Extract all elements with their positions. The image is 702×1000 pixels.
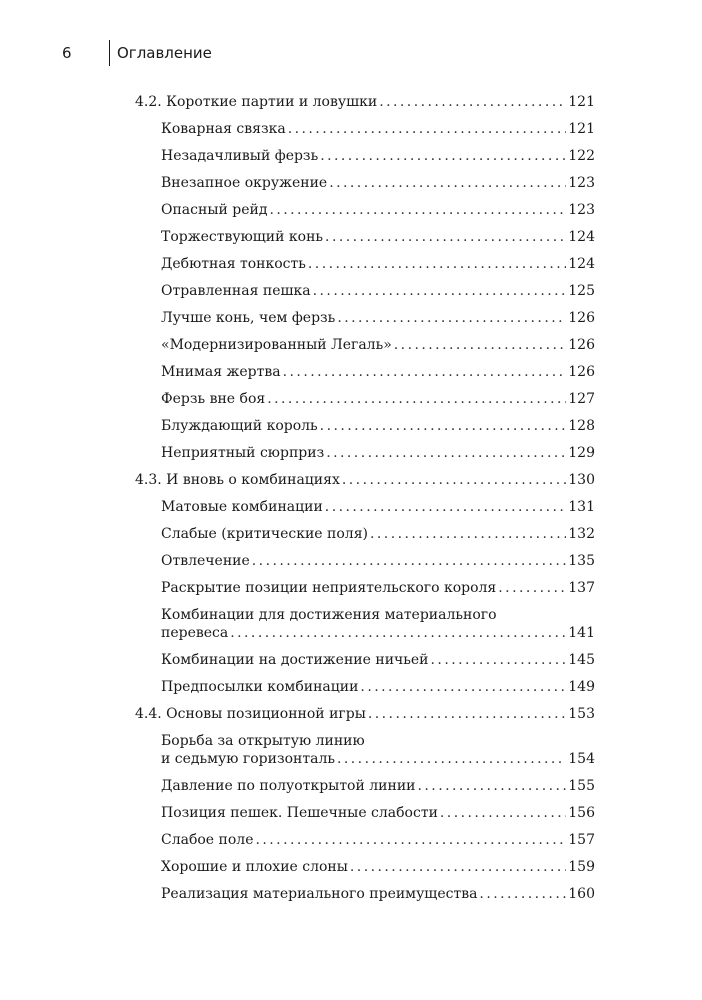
toc-entry-page: 123 bbox=[568, 175, 595, 191]
toc-entry-title: 4.3. И вновь о комбинациях bbox=[135, 472, 340, 488]
toc-entry-page: 121 bbox=[568, 121, 595, 137]
toc-entry-row bbox=[161, 678, 595, 696]
toc-entry-title: Слабое поле bbox=[161, 832, 254, 848]
toc-entry[interactable] bbox=[135, 444, 595, 462]
toc-entry-page: 124 bbox=[568, 229, 595, 245]
dot-leader bbox=[267, 390, 566, 408]
toc-entry-row bbox=[161, 498, 595, 516]
dot-leader bbox=[379, 93, 566, 111]
table-of-contents bbox=[135, 93, 595, 912]
toc-entry[interactable] bbox=[135, 498, 595, 516]
toc-entry-row bbox=[161, 552, 595, 570]
toc-entry-page: 130 bbox=[568, 472, 595, 488]
toc-entry-page: 126 bbox=[568, 337, 595, 353]
toc-entry-page: 126 bbox=[568, 310, 595, 326]
toc-entry-page: 122 bbox=[568, 148, 595, 164]
toc-entry-row bbox=[161, 282, 595, 300]
toc-entry[interactable] bbox=[135, 885, 595, 903]
toc-entry-title: Отравленная пешка bbox=[161, 283, 311, 299]
toc-entry-row bbox=[161, 777, 595, 795]
toc-entry-page: 126 bbox=[568, 364, 595, 380]
toc-entry[interactable] bbox=[135, 858, 595, 876]
toc-entry-page: 137 bbox=[568, 580, 595, 596]
toc-entry[interactable] bbox=[135, 705, 595, 723]
toc-entry-page: 124 bbox=[568, 256, 595, 272]
dot-leader bbox=[230, 624, 566, 642]
dot-leader bbox=[337, 309, 566, 327]
toc-entry-row bbox=[161, 309, 595, 327]
toc-entry-page: 159 bbox=[568, 859, 595, 875]
toc-entry-page: 145 bbox=[568, 652, 595, 668]
toc-entry-row bbox=[161, 147, 595, 165]
toc-entry[interactable] bbox=[135, 525, 595, 543]
toc-entry[interactable] bbox=[135, 390, 595, 408]
dot-leader bbox=[252, 552, 566, 570]
toc-entry-page: 121 bbox=[568, 94, 595, 110]
toc-entry-title: и седьмую горизонталь bbox=[161, 751, 335, 767]
dot-leader bbox=[320, 147, 566, 165]
dot-leader bbox=[326, 444, 566, 462]
toc-entry-title: Торжествующий конь bbox=[161, 229, 324, 245]
toc-entry[interactable] bbox=[135, 678, 595, 696]
dot-leader bbox=[394, 336, 567, 354]
toc-entry-title: Отвлечение bbox=[161, 553, 250, 569]
dot-leader bbox=[350, 858, 566, 876]
header-divider bbox=[109, 40, 110, 66]
toc-entry-row bbox=[135, 471, 595, 489]
toc-entry-title: Комбинации на достижение ничьей bbox=[161, 652, 429, 668]
toc-entry-page: 160 bbox=[568, 886, 595, 902]
toc-entry-row bbox=[161, 228, 595, 246]
toc-entry-page: 127 bbox=[568, 391, 595, 407]
toc-entry-row bbox=[161, 651, 595, 669]
toc-entry-row bbox=[161, 363, 595, 381]
dot-leader bbox=[283, 363, 567, 381]
toc-entry-title: перевеса bbox=[161, 625, 229, 641]
toc-entry-title: Предпосылки комбинации bbox=[161, 679, 359, 695]
toc-entry-title: Внезапное окружение bbox=[161, 175, 328, 191]
toc-entry[interactable] bbox=[135, 147, 595, 165]
toc-entry[interactable] bbox=[135, 732, 595, 768]
toc-entry-row bbox=[161, 624, 595, 642]
toc-entry-title: Ферзь вне боя bbox=[161, 391, 266, 407]
toc-entry[interactable] bbox=[135, 228, 595, 246]
dot-leader bbox=[431, 651, 567, 669]
toc-entry-title: Позиция пешек. Пешечные слабости bbox=[161, 805, 438, 821]
toc-entry-title: Хорошие и плохие слоны bbox=[161, 859, 348, 875]
dot-leader bbox=[325, 498, 566, 516]
running-header bbox=[0, 40, 702, 70]
toc-entry-title: Матовые комбинации bbox=[161, 499, 323, 515]
toc-entry-row bbox=[161, 120, 595, 138]
toc-entry[interactable] bbox=[135, 579, 595, 597]
toc-entry-title: Раскрытие позиции неприятельского короля bbox=[161, 580, 497, 596]
toc-entry-page: 141 bbox=[568, 625, 595, 641]
toc-entry-title: Неприятный сюрприз bbox=[161, 445, 325, 461]
toc-entry-title: Реализация материального преимущества bbox=[161, 886, 478, 902]
toc-entry-row bbox=[161, 336, 595, 354]
dot-leader bbox=[288, 120, 567, 138]
toc-entry-page: 149 bbox=[568, 679, 595, 695]
dot-leader bbox=[418, 777, 567, 795]
toc-entry-page: 135 bbox=[568, 553, 595, 569]
toc-entry[interactable] bbox=[135, 120, 595, 138]
toc-entry[interactable] bbox=[135, 174, 595, 192]
toc-entry[interactable] bbox=[135, 831, 595, 849]
dot-leader bbox=[368, 705, 566, 723]
toc-entry-title: Мнимая жертва bbox=[161, 364, 281, 380]
toc-entry-title-line: Комбинации для достижения материального bbox=[161, 607, 497, 623]
dot-leader bbox=[440, 804, 566, 822]
toc-entry-page: 155 bbox=[568, 778, 595, 794]
toc-entry-row bbox=[161, 885, 595, 903]
toc-entry-title: Давление по полуоткрытой линии bbox=[161, 778, 416, 794]
dot-leader bbox=[498, 579, 566, 597]
toc-entry-row bbox=[161, 750, 595, 768]
dot-leader bbox=[325, 228, 566, 246]
toc-entry[interactable] bbox=[135, 309, 595, 327]
toc-entry-page: 129 bbox=[568, 445, 595, 461]
dot-leader bbox=[255, 831, 566, 849]
toc-entry-page: 153 bbox=[568, 706, 595, 722]
toc-entry-title: 4.4. Основы позиционной игры bbox=[135, 706, 366, 722]
toc-entry-page: 123 bbox=[568, 202, 595, 218]
toc-entry-row bbox=[161, 255, 595, 273]
toc-entry-row bbox=[161, 525, 595, 543]
toc-entry[interactable] bbox=[135, 255, 595, 273]
toc-entry-title: Коварная связка bbox=[161, 121, 286, 137]
toc-entry[interactable] bbox=[135, 201, 595, 219]
toc-entry[interactable] bbox=[135, 471, 595, 489]
dot-leader bbox=[370, 525, 566, 543]
toc-entry-row bbox=[135, 93, 595, 111]
toc-entry-title: Лучше конь, чем ферзь bbox=[161, 310, 336, 326]
toc-entry-title: Блуждающий король bbox=[161, 418, 318, 434]
toc-entry-page: 154 bbox=[568, 751, 595, 767]
toc-entry-title: Дебютная тонкость bbox=[161, 256, 306, 272]
toc-entry-title-line: Борьба за открытую линию bbox=[161, 733, 365, 749]
toc-entry-title: Незадачливый ферзь bbox=[161, 148, 319, 164]
toc-entry-page: 132 bbox=[568, 526, 595, 542]
section-title: Оглавление bbox=[117, 44, 212, 62]
toc-entry-row bbox=[161, 174, 595, 192]
dot-leader bbox=[337, 750, 566, 768]
toc-entry[interactable] bbox=[135, 804, 595, 822]
dot-leader bbox=[320, 417, 567, 435]
dot-leader bbox=[342, 471, 566, 489]
toc-entry-row bbox=[161, 579, 595, 597]
toc-entry-row bbox=[161, 804, 595, 822]
toc-entry-page: 157 bbox=[568, 832, 595, 848]
toc-entry-page: 156 bbox=[568, 805, 595, 821]
toc-entry-page: 125 bbox=[568, 283, 595, 299]
toc-entry-row bbox=[161, 858, 595, 876]
toc-entry[interactable] bbox=[135, 336, 595, 354]
toc-entry[interactable] bbox=[135, 282, 595, 300]
toc-entry[interactable] bbox=[135, 552, 595, 570]
toc-entry-row bbox=[161, 444, 595, 462]
toc-entry-title: Слабые (критические поля) bbox=[161, 526, 368, 542]
toc-entry-title: «Модернизированный Легаль» bbox=[161, 337, 392, 353]
toc-entry[interactable] bbox=[135, 606, 595, 642]
toc-entry[interactable] bbox=[135, 93, 595, 111]
dot-leader bbox=[329, 174, 566, 192]
dot-leader bbox=[313, 282, 567, 300]
dot-leader bbox=[269, 201, 566, 219]
toc-entry-row bbox=[161, 831, 595, 849]
toc-entry[interactable] bbox=[135, 777, 595, 795]
toc-entry-row bbox=[161, 390, 595, 408]
toc-entry-page: 131 bbox=[568, 499, 595, 515]
toc-entry[interactable] bbox=[135, 651, 595, 669]
toc-entry-row bbox=[161, 201, 595, 219]
toc-entry-title: 4.2. Короткие партии и ловушки bbox=[135, 94, 378, 110]
dot-leader bbox=[360, 678, 566, 696]
dot-leader bbox=[479, 885, 566, 903]
toc-entry-page: 128 bbox=[568, 418, 595, 434]
toc-entry-row bbox=[161, 417, 595, 435]
dot-leader bbox=[308, 255, 566, 273]
toc-entry-row bbox=[135, 705, 595, 723]
page-number: 6 bbox=[62, 44, 72, 62]
toc-entry-title: Опасный рейд bbox=[161, 202, 268, 218]
toc-entry[interactable] bbox=[135, 363, 595, 381]
toc-entry[interactable] bbox=[135, 417, 595, 435]
